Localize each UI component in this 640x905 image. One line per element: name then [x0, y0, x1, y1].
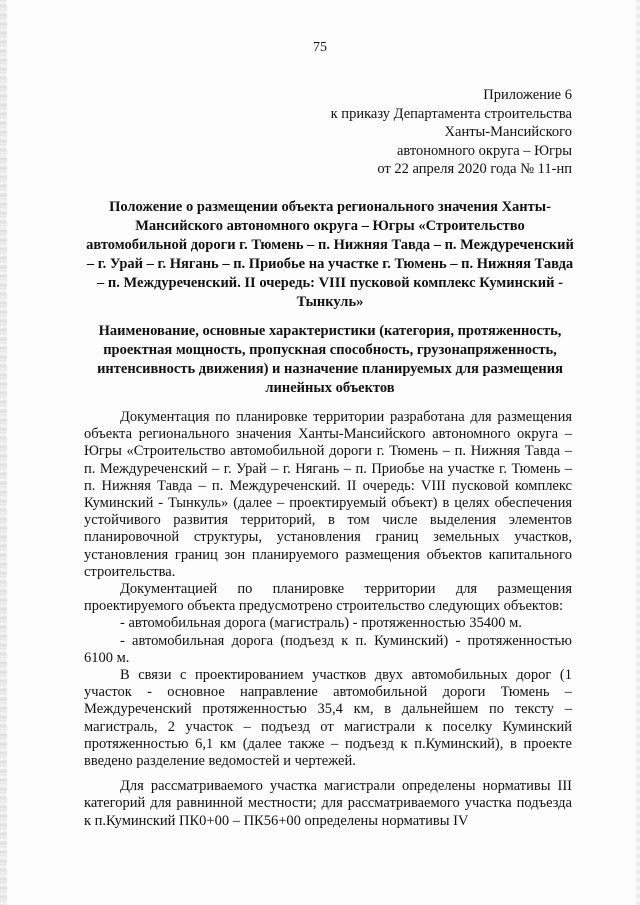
annex-line-region: Ханты-Мансийского — [444, 124, 572, 140]
annex-line-date: от 22 апреля 2020 года № 11-нп — [377, 161, 572, 177]
annex-line-order: к приказу Департамента строительства — [330, 105, 572, 122]
list-item: - автомобильная дорога (магистраль) - протяженностью 35400 м. — [120, 615, 522, 632]
scan-edge-right — [636, 0, 640, 905]
body-text — [84, 409, 572, 830]
annex-line-okrug: автономного округа – Югры — [396, 142, 572, 159]
annex-header — [272, 86, 572, 179]
paragraph: В связи с проектированием участков двух автомобильных дорог (1 участок - основное направление автомобильной дороги Тюмень – Междуреченский протяженностью 35,4 км, в дальнейшем по тексту – магистраль, 2 участок – подъезд от магистрали к поселку Куминский протяженностью 6,1 км (далее также – подъезд к п.Куминский), в проекте введено разделение ведомостей и чертежей. — [84, 667, 572, 770]
paragraph: Для рассматриваемого участка магистрали определены нормативы III категорий для равнинной местности; для рассматриваемого участка подъезда к п.Куминский ПК0+00 – ПК56+00 определены нормативы IV — [84, 778, 572, 829]
scan-edge-left — [0, 0, 7, 905]
document-title: Положение о размещении объекта регионального значения Ханты-Мансийского автономного округа – Югры «Строительство автомобильной дороги г. Тюмень – п. Нижняя Тавда – п. Междуреченский – г. Урай – г. Нягань – п. Приобье на участке г. Тюмень – п. Нижняя Тавда – п. Междуреченский. II очередь: VIII пусковой комплекс Куминский - Тынкуль» — [86, 199, 574, 310]
paragraph: Документацией по планировке территории для размещения проектируемого объекта предусмотрено строительство следующих объектов: — [84, 581, 572, 615]
list-item: - автомобильная дорога (подъезд к п. Куминский) - протяженностью 6100 м. — [84, 632, 572, 666]
page-number: 75 — [313, 40, 327, 55]
paragraph: Документация по планировке территории разработана для размещения объекта регионального значения Ханты-Мансийского автономного округа – Югры «Строительство автомобильной дороги г. Тюмень – п. Нижняя Тавда – п. Междуреченский – г. Урай – г. Нягань – п. Приобье на участке г. Тюмень – п. Нижняя Тавда – п. Междуреченский. II очередь: VIII пусковой комплекс Куминский - Тынкуль» (далее – проектируемый объект) в целях обеспечения устойчивого развития территорий, в том числе выделения элементов планировочной структуры, установления границ земельных участков, установления границ зон планируемого размещения объектов капитального строительства. — [84, 409, 572, 580]
section-heading: Наименование, основные характеристики (категория, протяженность, проектная мощность, пропускная способность, грузонапряженность, интенсивность движения) и назначение планируемых для размещения линейных объектов — [97, 323, 563, 396]
annex-line-title: Приложение 6 — [483, 87, 572, 103]
